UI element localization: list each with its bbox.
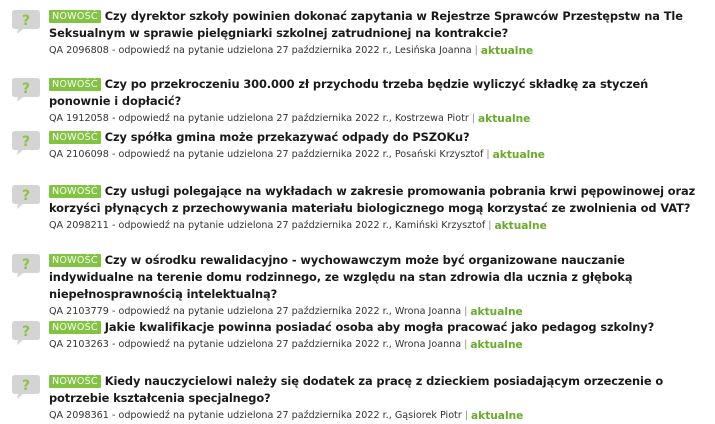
question-title-link[interactable]: Jakie kwalifikacje powinna posiadać osoba aby mogła pracować jako pedagog szkolny? [104,320,655,334]
question-speech-bubble-icon [11,373,41,401]
question-meta: QA 2098211 - odpowiedź na pytanie udzielona 27 października 2022 r., Kamiński Krzysztof [49,220,486,231]
question-title-link[interactable]: Czy usługi polegające na wykładach w zakresie promowania pobrania krwi pępowinowej oraz korzyści płynących z przechowywania materiału biologicznego mogą korzystać ze zwolnienia od VAT? [49,184,696,215]
status-label: aktualne [492,149,545,161]
status-label: aktualne [494,220,547,232]
question-speech-bubble-icon [11,8,41,36]
status-label: aktualne [478,113,531,125]
new-badge: NOWOŚĆ [49,78,101,91]
svg-text:?: ? [21,188,31,204]
question-title-link[interactable]: Czy dyrektor szkoły powinien dokonać zapytania w Rejestrze Sprawców Przestępstw na Tle Seksualnym w sprawie pielęgniarki szkolnej zatrudnionej na kontrakcie? [49,9,683,40]
new-badge: NOWOŚĆ [49,10,101,23]
svg-text:?: ? [21,324,31,340]
question-speech-bubble-icon [11,76,41,104]
question-title-link[interactable]: Czy w ośrodku rewalidacyjno - wychowawczym może być organizowane nauczanie indywidualne na terenie domu rodzinnego, ze względu na stan zdrowia dla ucznia z głęboką niepełnosprawnością intelektualną? [49,253,633,301]
meta-separator: | [474,45,478,56]
new-badge: NOWOŚĆ [49,321,101,334]
meta-separator: | [464,339,468,350]
new-badge: NOWOŚĆ [49,131,101,144]
question-meta: QA 2106098 - odpowiedź na pytanie udzielona 27 października 2022 r., Posański Krzysztof [49,149,484,160]
svg-text:?: ? [21,257,31,273]
meta-separator: | [486,149,490,160]
svg-text:?: ? [21,378,31,394]
question-speech-bubble-icon [11,252,41,280]
meta-separator: | [464,410,468,421]
question-meta: QA 1912058 - odpowiedź na pytanie udzielona 27 października 2022 r., Kostrzewa Piotr [49,113,469,124]
status-label: aktualne [470,339,523,351]
question-title-link[interactable]: Czy po przekroczeniu 300.000 zł przychodu trzeba będzie wyliczyć składkę za styczeń ponownie i dopłacić? [49,77,649,108]
meta-separator: | [464,306,468,317]
status-label: aktualne [470,306,523,318]
new-badge: NOWOŚĆ [49,185,101,198]
question-speech-bubble-icon [11,183,41,211]
question-meta: QA 2098361 - odpowiedź na pytanie udzielona 27 października 2022 r., Gąsiorek Piotr [49,410,462,421]
status-label: aktualne [471,410,524,422]
meta-separator: | [488,220,492,231]
question-title-link[interactable]: Czy spółka gmina może przekazywać odpady do PSZOKu? [104,130,470,144]
question-meta: QA 2103263 - odpowiedź na pytanie udzielona 27 października 2022 r., Wrona Joanna [49,339,462,350]
question-title-link[interactable]: Kiedy nauczycielowi należy się dodatek za pracę z dzieckiem posiadającym orzeczenie o potrzebie kształcenia specjalnego? [49,374,664,405]
new-badge: NOWOŚĆ [49,254,101,267]
question-speech-bubble-icon [11,129,41,157]
question-meta: QA 2103779 - odpowiedź na pytanie udzielona 27 października 2022 r., Wrona Joanna [49,306,462,317]
question-meta: QA 2096808 - odpowiedź na pytanie udzielona 27 października 2022 r., Lesińska Joanna [49,45,472,56]
meta-separator: | [471,113,476,124]
status-label: aktualne [480,45,534,57]
new-badge: NOWOŚĆ [49,375,101,388]
question-speech-bubble-icon [11,319,41,347]
svg-text:?: ? [21,134,31,150]
svg-text:?: ? [21,13,31,29]
svg-text:?: ? [21,81,31,97]
